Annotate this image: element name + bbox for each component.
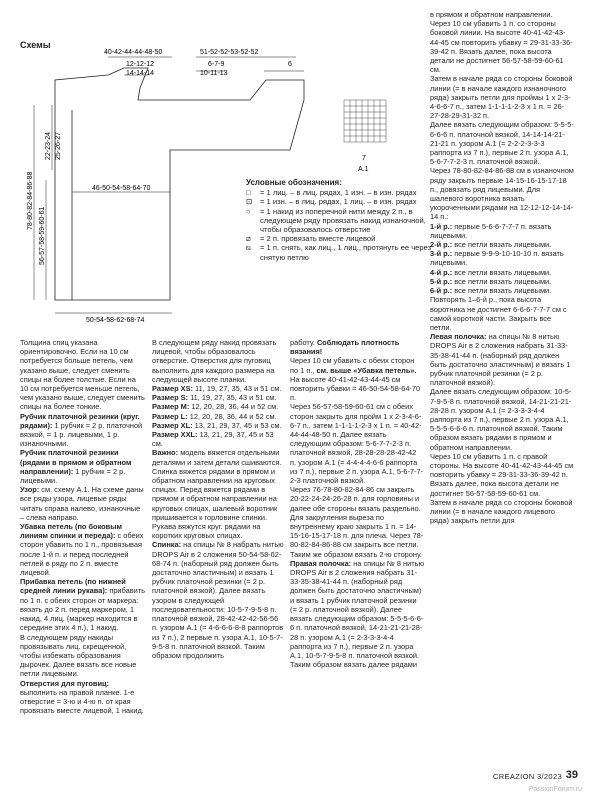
legend-text: = 1 накид из поперечной нити между 2 п., в следующем ряду провязать накид изнаночной, чтобы образовалось отверстие xyxy=(260,206,426,235)
legend-text: = 1 изн. – в лиц. рядах, 1 лиц. – в изн. рядах xyxy=(260,197,417,207)
paragraph-text: работу. xyxy=(290,338,317,347)
dim-yoke-height-2: 25-26-27 xyxy=(55,131,62,160)
paragraph xyxy=(290,356,424,374)
text-column-3 xyxy=(290,338,424,669)
dim-top-left: 40-42-44-44-48-50 xyxy=(104,49,163,56)
paragraph-heading: 5-й р.: xyxy=(430,276,453,286)
paragraph-text: Через 10 см убавить 1 п. с правой стороны. На высоте 40-41-42-43-44-45 см повторить убавку = 29-31-33-36-39-42 п. Вязать далее, пока высота детали не достигнет 56-57-58-59-60-61 см. xyxy=(430,451,574,498)
paragraph-heading: Важно: xyxy=(152,448,179,458)
paragraph xyxy=(152,412,284,421)
paragraph xyxy=(430,295,574,332)
paragraph xyxy=(20,448,146,485)
paragraph-text: модель вяжется отдельными деталями и затем детали сшиваются. Спинка вяжется рядами в прямом и обратном направлении на круговых спицах. Перед вяжется рядами в прямом и обратном направлении на круговых спицах, шалевый воротник пришивается к горловине спинки. Рукава вяжутся круг. рядами на коротких круговых спицах. xyxy=(152,448,282,541)
paragraph xyxy=(430,249,574,267)
paragraph-heading: Размер XS: xyxy=(152,384,193,394)
paragraph-text: выполнить на правой планке. 1-е отверстие = 3-ю и 4-ю п. от края провязать вместе лицевой, 1 накид. xyxy=(20,687,144,716)
paragraph-heading: Отверстия для пуговиц: xyxy=(20,678,109,688)
paragraph-text: Через 56-57-58-59-60-61 см с обеих сторон закрыть для пройм 1 х 2-3-4-6-6-7 п., затем 1-1-1-1-2-3 х 1 п. = 40-42-44-44-48-50 п. Далее вязать следующим образом: 5-6-7-7-2-3 п. платочной вязкой, 28-28-28-28-42-42 п. узором А.1 (= 4-4-4-4-6-6 раппорта из 7 п.), первые 2 п. узора А.1, 5-6-7-7-2-3 платочной вязкой. xyxy=(290,402,424,486)
legend-item xyxy=(246,207,432,235)
paragraph-heading: 3-й р.: xyxy=(430,249,453,259)
paragraph-text: 12, 20, 28, 36, 44 и 52 см. xyxy=(187,411,277,421)
paragraph-text: прибавить по 1 п. с обеих сторон от маркера: вязать до 2 п. перед маркером, 1 накид, 4 лиц. (маркер находится в середине этих 4 п.), 1 накид. xyxy=(20,586,146,633)
paragraph-heading: Узор: xyxy=(20,485,40,495)
paragraph-text: все петли вязать лицевыми. xyxy=(452,286,552,296)
dim-sleeve-b: 10-11-13 xyxy=(200,70,228,77)
paragraph xyxy=(20,338,146,412)
paragraph xyxy=(430,222,574,240)
paragraph xyxy=(152,448,284,540)
dim-body-width: 46-50-54-58-64-70 xyxy=(92,185,151,192)
paragraph-text: В следующем ряду накиды провязывать лиц. скрещенной, чтобы избежать образования дырочек. Далее вязать все новые петли лицевыми. xyxy=(20,632,137,679)
paragraph-text: 13, 21, 29, 37, 45 и 53 см. xyxy=(152,430,274,449)
page-number: 39 xyxy=(565,769,578,781)
dim-sleeve-c: 6 xyxy=(288,61,292,68)
paragraph xyxy=(20,679,146,716)
paragraph xyxy=(20,577,146,632)
paragraph xyxy=(430,452,574,498)
paragraph-heading: Прибавка петель (по нижней средней линии рукава): xyxy=(20,577,126,596)
paragraph xyxy=(152,421,284,430)
schemes-title: Схемы xyxy=(20,40,51,50)
watermark: PassionForum.ru xyxy=(528,786,582,793)
paragraph-heading: 2-й р.: xyxy=(430,240,453,250)
legend-text: = 1 п. снять, как лиц., 1 лиц., протянуть ее через снятую петлю xyxy=(260,243,432,262)
paragraph-heading: Размер S: xyxy=(152,393,189,403)
legend-title: Условные обозначения: xyxy=(246,178,342,187)
legend-item xyxy=(246,243,432,261)
paragraph xyxy=(20,485,146,522)
paragraph xyxy=(430,387,574,451)
dim-total-height: 78-80-82-84-86-88 xyxy=(27,171,34,230)
paragraph-text: первые 9-9-9-10-10-10 п. вязать лицевыми. xyxy=(430,249,564,268)
paragraph xyxy=(430,120,574,166)
paragraph xyxy=(20,522,146,577)
dim-shoulder-1: 12-12-12 xyxy=(126,61,155,68)
legend-item xyxy=(246,188,432,197)
paragraph xyxy=(430,240,574,249)
paragraph-text: с обеих сторон убавить по 1 п., провязывая после 1-й п. и перед последней петлей в ряду по 2 п. вместе лицевой. xyxy=(20,531,144,578)
paragraph-heading: Размер XXL: xyxy=(152,430,198,440)
paragraph xyxy=(430,166,574,221)
paragraph-text: Далее вязать следующим образом: 10-5-7-9-5-8 п. платочной вязкой, 14-21-21-21-28-28 п. узором А.1 (= 2-3-3-3-4-4 раппорта из 7 п.), первые 2 п. узора А.1, 5-5-5-6-6-6 п. платочной вязкой. Таким образом вязать рядами в прямом и обратном направлении. xyxy=(430,387,572,452)
page-footer xyxy=(0,770,592,788)
paragraph-heading: Рубчик платочной резинки (рядами в прямом и обратном направлении): xyxy=(20,448,132,476)
paragraph-text: на спицы № 8 нитью DROPS Air в 2 сложения набрать 31-33-35-38-41-44 п. (наборный ряд должен быть достаточно эластичным) и вязать 1 рубчик платочной резинки (= 2 р. платочной вязкой). Далее вязать следующим образом: 5-5-5-6-6-6 п. платочной вязкой, 14-21-21-21-28-28 п. узором А.1 (= 2-3-3-3-4-4 раппорта из 7 п.), первые 2 п. узора А.1, 10-5-7-9-5-8 п. платочной вязкой. Таким образом вязать далее рядами xyxy=(290,558,425,670)
paragraph xyxy=(290,485,424,559)
paragraph-text: Через 76-78-80-82-84-86 см закрыть 20-22-24-24-26-28 п. для горловины и далее обе стороны вязать раздельно. Для закругления выреза по внутреннему краю закрыть 1 п. = 14-15-16-15-17-18 п. для плеча. Через 78-80-82-84-86-88 см закрыть все петли. Таким же образом вязать 2-ю сторону. xyxy=(290,485,424,559)
paragraph-emphasis: см. выше «Убавка петель». xyxy=(316,365,417,375)
k2tog-symbol-icon: ⧄ xyxy=(246,234,251,244)
knit-symbol-icon: □ xyxy=(246,188,251,198)
paragraph-text: Через 78-80-82-84-86-88 см в изнаночном ряду закрыть первые 14-15-16-15-17-18 п., довязать ряд лицевыми. Для шалевого воротника вязать укороченными рядами на 12-12-12-14-14-14 п.: xyxy=(430,166,574,222)
paragraph xyxy=(290,338,424,356)
yarn-over-symbol-icon: ○ xyxy=(246,206,251,216)
text-column-1 xyxy=(20,338,146,715)
paragraph-heading: Рубчик платочной резинки (круг. рядами): xyxy=(20,411,140,430)
paragraph-text: см. схему А.1. На схеме даны все ряды узора, лицевые ряды читать справа налево, изнаночные – слева направо. xyxy=(20,485,144,522)
paragraph xyxy=(152,393,284,402)
paragraph-text: в прямом и обратном направлении. Через 10 см убавить 1 п. со стороны боковой линии. На высоте 40-41-42-43-44-45 см повторить убавку = 29-31-33-36-39-42 п. Вязать далее, пока высота детали не достигнет 56-57-58-59-60-61 см. xyxy=(430,10,573,75)
paragraph-text: 11, 19, 27, 35, 43 и 51 см. xyxy=(193,384,282,394)
legend-text: = 2 п. провязать вместе лицевой xyxy=(260,234,376,244)
paragraph xyxy=(430,268,574,277)
legend-text: = 1 лиц. – в лиц. рядах, 1 изн. – в изн. рядах xyxy=(260,188,417,198)
paragraph xyxy=(152,384,284,393)
paragraph-text: 1 рубчик = 2 р. лицевыми. xyxy=(20,466,126,486)
paragraph-text: все петли вязать лицевыми. xyxy=(452,276,552,286)
paragraph xyxy=(20,412,146,449)
paragraph-heading: Размер L: xyxy=(152,411,188,421)
legend xyxy=(246,178,432,262)
chart-label: A.1 xyxy=(358,166,369,173)
paragraph xyxy=(20,633,146,679)
paragraph-emphasis: Соблюдать плотность вязания! xyxy=(290,338,400,357)
paragraph-text: 12, 20, 28, 36, 44 и 52 см. xyxy=(189,402,279,412)
legend-item xyxy=(246,234,432,243)
paragraph-text: 1 рубчик = 2 р. платочной вязкой, = 1 р. лицевыми, 1 р. изнаночными. xyxy=(20,420,143,449)
text-column-2 xyxy=(152,338,284,660)
paragraph-text: первые 5-6-6-7-7-7 п. вязать лицевыми. xyxy=(430,221,552,240)
paragraph-text: на спицы № 8 нитью DROPS Air в 2 сложения набрать 31-33-35-38-41-44 п. (наборный ряд должен быть достаточно эластичным) и вязать 1 рубчик платочной резинки (= 2 р. платочной вязкой). xyxy=(430,332,571,388)
paragraph xyxy=(290,375,424,403)
paragraph-text: все петли вязать лицевыми. xyxy=(452,267,552,277)
paragraph-heading: Убавка петель (по боковым линиям спинки и переда): xyxy=(20,522,123,541)
paragraph xyxy=(152,338,284,384)
text-column-4 xyxy=(430,10,574,525)
paragraph xyxy=(430,498,574,526)
dim-yoke-height-1: 22-23-24 xyxy=(45,131,52,160)
paragraph-heading: 4-й р.: xyxy=(430,267,453,277)
paragraph-text: Повторять 1–6-й р., пока высота воротника не достигнет 6-6-6-7-7-7 см с самой короткой части. Закрыть все петли. xyxy=(430,295,567,332)
paragraph-text: 13, 21, 29, 37, 45 и 53 см. xyxy=(192,420,282,430)
legend-item xyxy=(246,197,432,206)
purl-symbol-icon: ⊡ xyxy=(246,197,253,207)
paragraph xyxy=(430,74,574,120)
paragraph-heading: Спинка: xyxy=(152,540,182,550)
chart-row-label: 7 xyxy=(362,155,366,162)
paragraph xyxy=(430,277,574,286)
dim-lower-height: 56-57-58-59-60-61 xyxy=(39,206,46,265)
paragraph-text: Через 10 см убавить с обеих сторон по 1 п., xyxy=(290,356,415,375)
paragraph-text: Толщина спиц указана ориентировочно. Если на 10 см потребуется больше петель, чем указано выше, следует сменить спицы на более толстые. Если на 10 см потребуется меньше петель, чем указано выше, следует сменить спицы на более тонкие. xyxy=(20,338,145,412)
paragraph-heading: Левая полочка: xyxy=(430,332,487,342)
pattern-chart-a1 xyxy=(344,100,386,142)
paragraph xyxy=(290,402,424,485)
skpo-symbol-icon: ⧅ xyxy=(246,243,251,253)
paragraph-text: 11, 19, 27, 35, 43 и 51 см. xyxy=(188,393,277,403)
dim-hem-width: 50-54-58-62-68-74 xyxy=(86,317,145,324)
paragraph-text: на спицы № 8 набрать нитью DROPS Air в 2 сложения 50-54-58-62-68-74 п. (наборный ряд должен быть достаточно эластичным) и вязать 1 рубчик платочной резинки (= 2 р. платочной вязкой). Далее вязать узором в следующей последовательности: 10-5-7-9-5-8 п. платочной вязкой, 28-42-42-42-56-56 п. узором А.1 (= 4-6-6-6-8-8 раппортов из 7 п.), 2 первые п. узора А.1, 10-5-7-9-5-8 п. платочной вязкой. Таким образом продолжить xyxy=(152,540,284,660)
paragraph-text: Далее вязать следующим образом: 5-5-5-6-6-6 п. платочной вязкой, 14-14-14-21-21-21 п. узором А.1 (= 2-2-2-3-3-3 раппорта из 7 п.), первые 2 п. узора А.1, 5-6-7-7-2-3 п. платочной вязкой. xyxy=(430,120,574,167)
dim-shoulder-2: 14-14-14 xyxy=(126,70,155,77)
paragraph-heading: Размер M: xyxy=(152,402,190,412)
paragraph-text: все петли вязать лицевыми. xyxy=(452,240,552,250)
paragraph-text: На высоте 40-41-42-43-44-45 см повторить убавки = 46-50-54-58-64-70 п. xyxy=(290,374,421,403)
paragraph xyxy=(430,10,574,74)
paragraph xyxy=(430,286,574,295)
paragraph-heading: 1-й р.: xyxy=(430,221,453,231)
paragraph-text: В следующем ряду накид провязать лицевой, чтобы образовалось отверстие. Отверстия для пуговиц выполнить для каждого размера на следующей высоте планки. xyxy=(152,338,277,384)
paragraph xyxy=(290,559,424,669)
magazine-name: CREAZION 3/2023 xyxy=(492,772,562,781)
paragraph xyxy=(152,540,284,660)
paragraph-text: Затем в начале ряда со стороны боковой линии (= в начале каждого лицевого ряда) закрыть петли для xyxy=(430,497,573,526)
dim-sleeve-a: 6-7-9 xyxy=(208,61,225,68)
paragraph-heading: Правая полочка: xyxy=(290,558,352,568)
paragraph-text: Затем в начале ряда со стороны боковой линии (= в начале каждого изнаночного ряда) закрыть петли для проймы 1 х 2-3-4-6-6-7 п., затем 1-1-1-1-2-3 х 1 п. = 26-27-28-29-31-32 п. xyxy=(430,74,573,121)
dim-sleeve-top: 51-52-52-53-52-52 xyxy=(200,49,259,56)
paragraph-heading: Размер XL: xyxy=(152,420,193,430)
paragraph xyxy=(152,402,284,411)
paragraph xyxy=(430,332,574,387)
paragraph xyxy=(152,430,284,448)
paragraph-heading: 6-й р.: xyxy=(430,286,453,296)
